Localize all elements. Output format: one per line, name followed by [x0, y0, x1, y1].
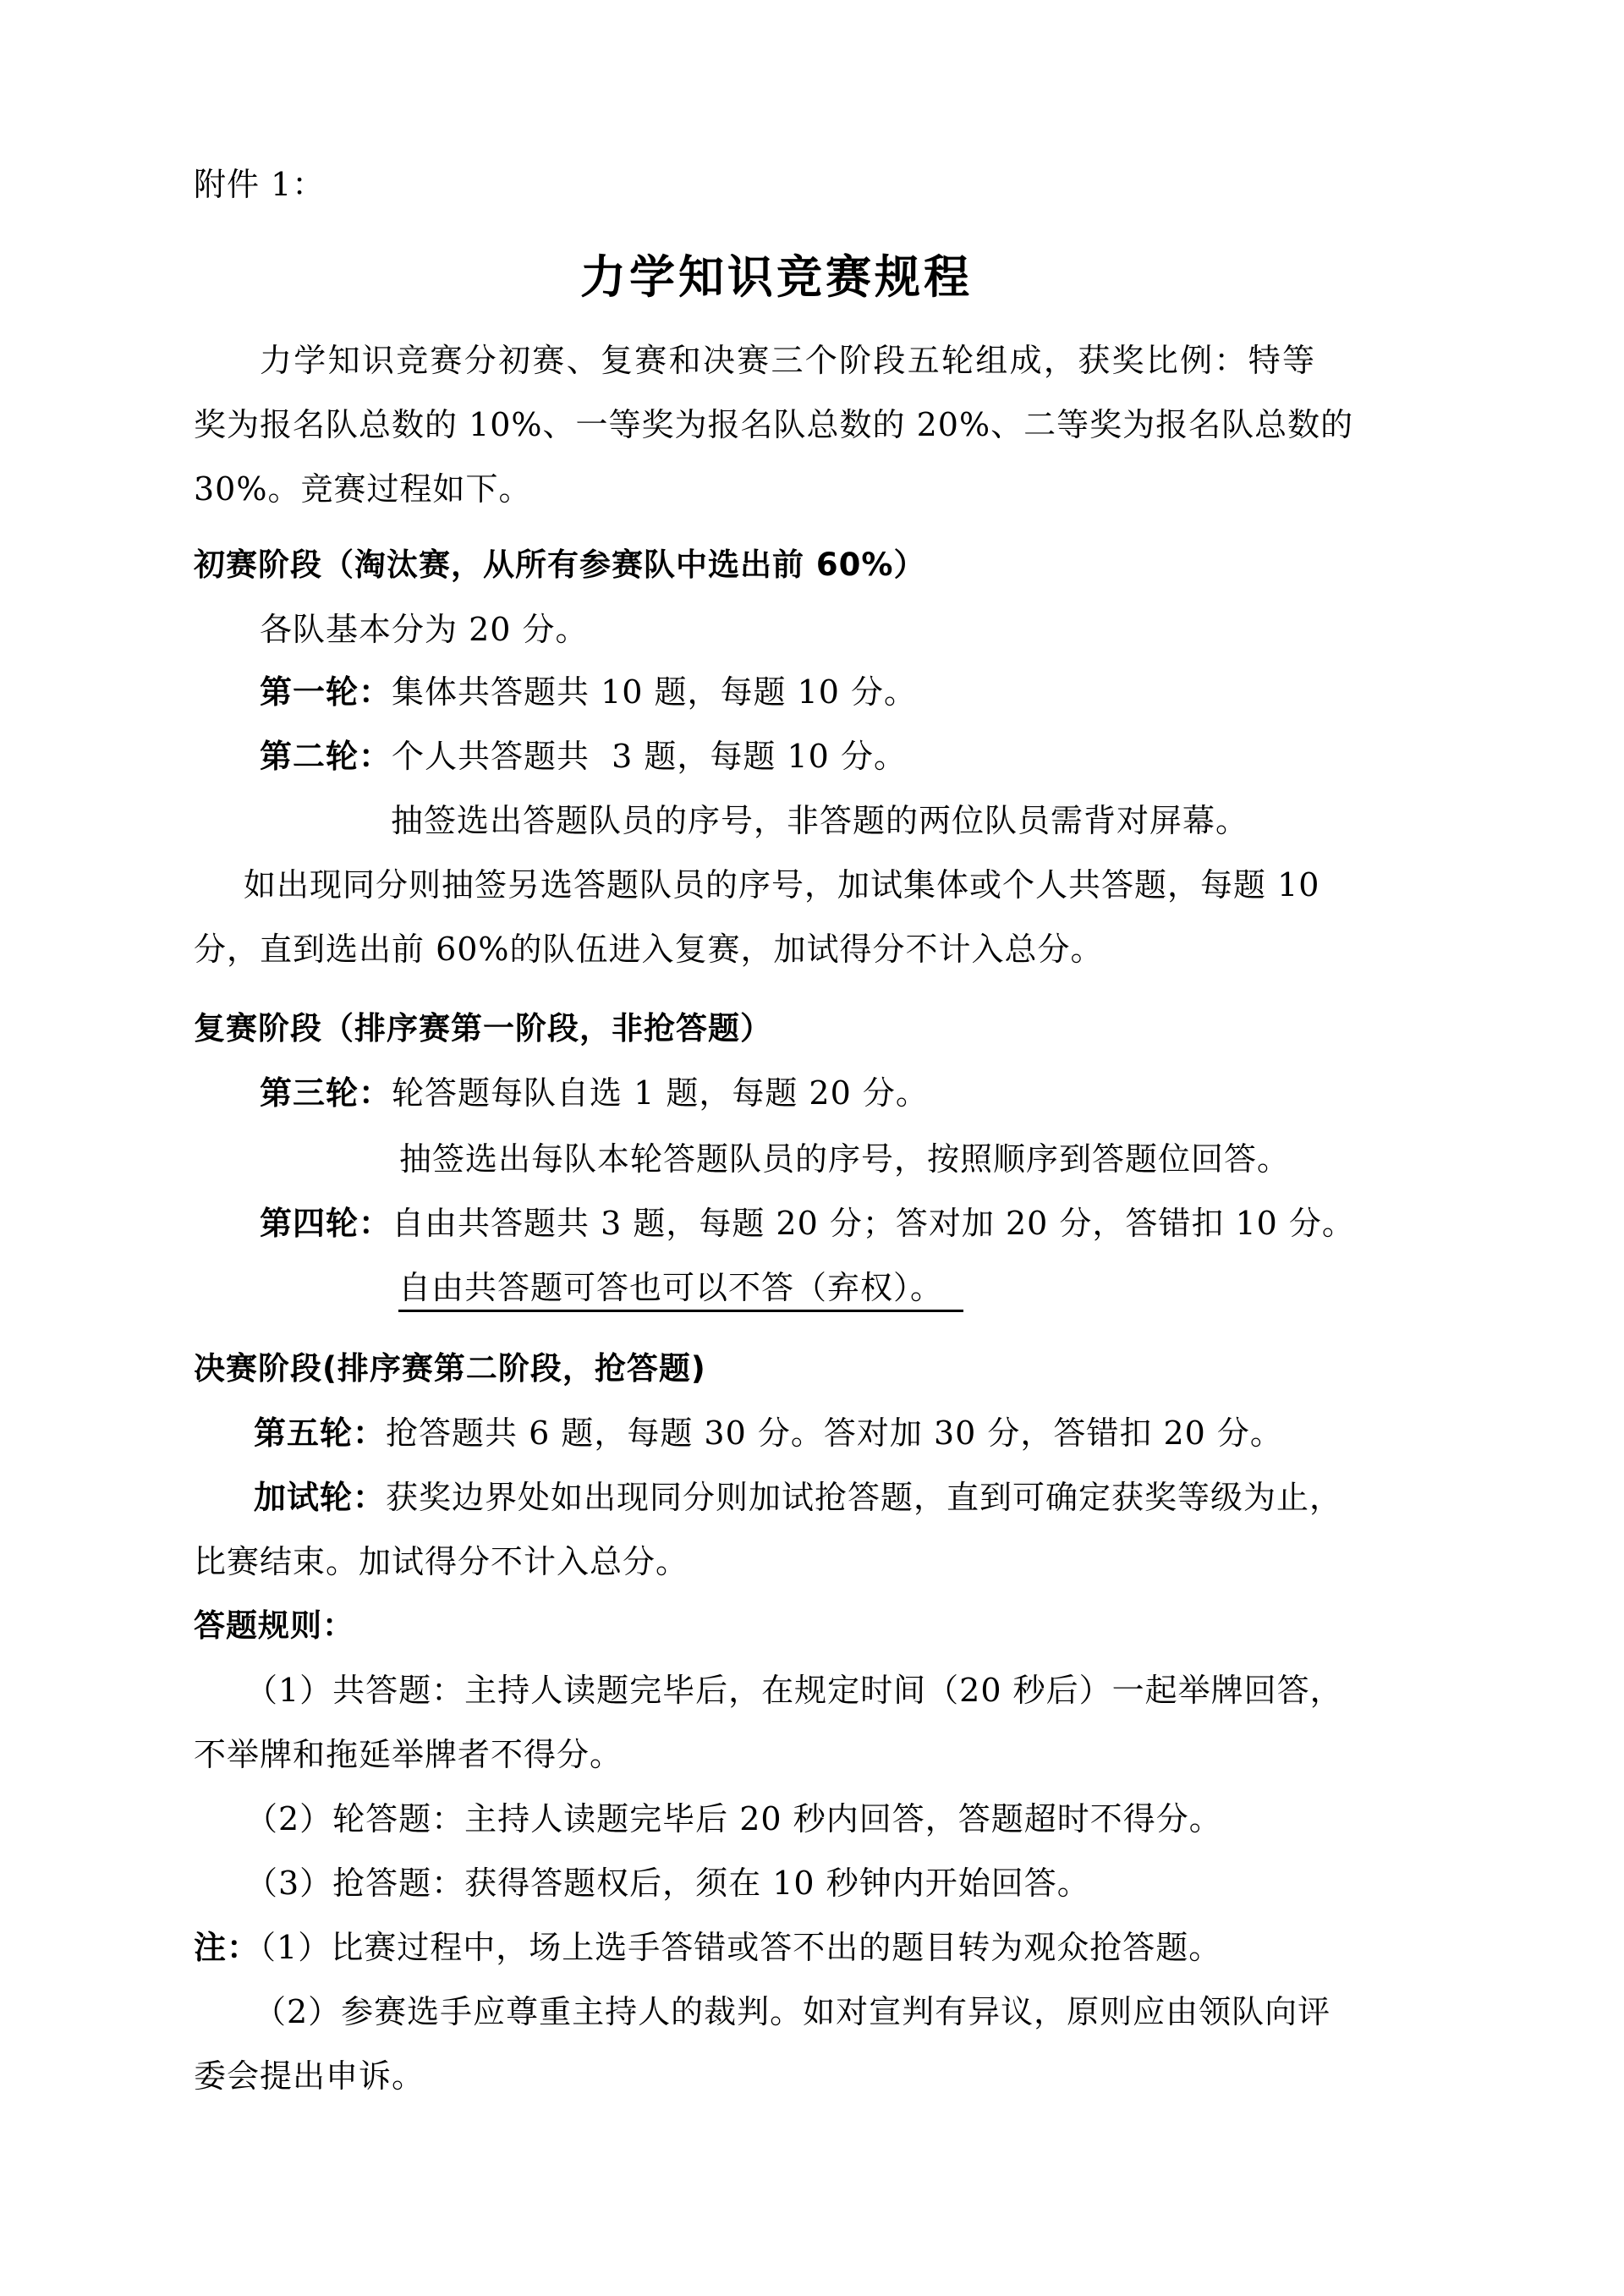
intro-line-1: 力学知识竞赛分初赛、复赛和决赛三个阶段五轮组成，获奖比例：特等: [260, 342, 1315, 379]
rule-2: （2）轮答题：主持人读题完毕后 20 秒内回答，答题超时不得分。: [245, 1800, 1222, 1837]
section-heading-final: 决赛阶段(排序赛第二阶段，抢答题): [194, 1350, 706, 1387]
round-4-note-underlined: 自由共答题可答也可以不答（弃权）。: [398, 1269, 963, 1312]
attachment-label: 附件 1：: [194, 166, 326, 203]
round-3-text: 轮答题每队自选 1 题，每题 20 分。: [392, 1074, 929, 1112]
round-5-label: 第五轮：: [254, 1414, 387, 1452]
note-2-line-1: （2）参赛选手应尊重主持人的裁判。如对宣判有异议，原则应由领队向评: [254, 1993, 1331, 2030]
rule-1-line-1: （1）共答题：主持人读题完毕后，在规定时间（20 秒后）一起举牌回答，: [245, 1672, 1343, 1709]
round-2: [260, 738, 907, 775]
tie-break-line-1: 如出现同分则抽签另选答题队员的序号，加试集体或个人共答题，每题 10: [244, 866, 1320, 904]
round-2-note: 抽签选出答题队员的序号，非答题的两位队员需背对屏幕。: [391, 802, 1249, 839]
note-label: 注：: [194, 1929, 261, 1966]
extra-round-label: 加试轮：: [254, 1479, 387, 1516]
extra-round-continuation: 比赛结束。加试得分不计入总分。: [194, 1543, 689, 1580]
rule-3: （3）抢答题：获得答题权后，须在 10 秒钟内开始回答。: [245, 1865, 1090, 1902]
intro-line-3: 30%。竞赛过程如下。: [194, 470, 532, 508]
round-3: [260, 1074, 929, 1112]
section-heading-rules: 答题规则：: [194, 1607, 354, 1644]
round-4: [260, 1205, 1355, 1242]
round-3-label: 第三轮：: [260, 1074, 392, 1112]
extra-round-text: 获奖边界处如出现同分则加试抢答题，直到可确定获奖等级为止，: [386, 1479, 1343, 1516]
round-5-text: 抢答题共 6 题，每题 30 分。答对加 30 分，答错扣 20 分。: [386, 1414, 1283, 1452]
round-2-text: 个人共答题共 3 题，每题 10 分。: [392, 738, 907, 775]
round-4-text: 自由共答题共 3 题，每题 20 分；答对加 20 分，答错扣 10 分。: [392, 1205, 1355, 1242]
round-1-label: 第一轮：: [260, 673, 392, 711]
note-2-line-2: 委会提出申诉。: [194, 2057, 425, 2095]
page-title: 力学知识竞赛规程: [580, 250, 973, 304]
round-3-note: 抽签选出每队本轮答题队员的序号，按照顺序到答题位回答。: [399, 1140, 1291, 1178]
extra-round: [254, 1479, 1343, 1516]
note-1-text: （1）比赛过程中，场上选手答错或答不出的题目转为观众抢答题。: [260, 1929, 1222, 1966]
round-1: [260, 673, 917, 711]
rule-1-line-2: 不举牌和拖延举牌者不得分。: [194, 1736, 623, 1773]
section-heading-preliminary: 初赛阶段（淘汰赛，从所有参赛队中选出前 60%）: [194, 547, 926, 583]
section-heading-semifinal: 复赛阶段（排序赛第一阶段，非抢答题）: [194, 1010, 772, 1046]
base-score-text: 各队基本分为 20 分。: [260, 611, 589, 648]
round-1-text: 集体共答题共 10 题，每题 10 分。: [392, 673, 918, 711]
round-5: [254, 1414, 1283, 1452]
round-4-label: 第四轮：: [260, 1205, 392, 1242]
intro-line-2: 奖为报名队总数的 10%、一等奖为报名队总数的 20%、二等奖为报名队总数的: [194, 406, 1354, 443]
round-2-label: 第二轮：: [260, 738, 392, 775]
note-1: [194, 1929, 1221, 1966]
tie-break-line-2: 分，直到选出前 60%的队伍进入复赛，加试得分不计入总分。: [194, 931, 1104, 968]
